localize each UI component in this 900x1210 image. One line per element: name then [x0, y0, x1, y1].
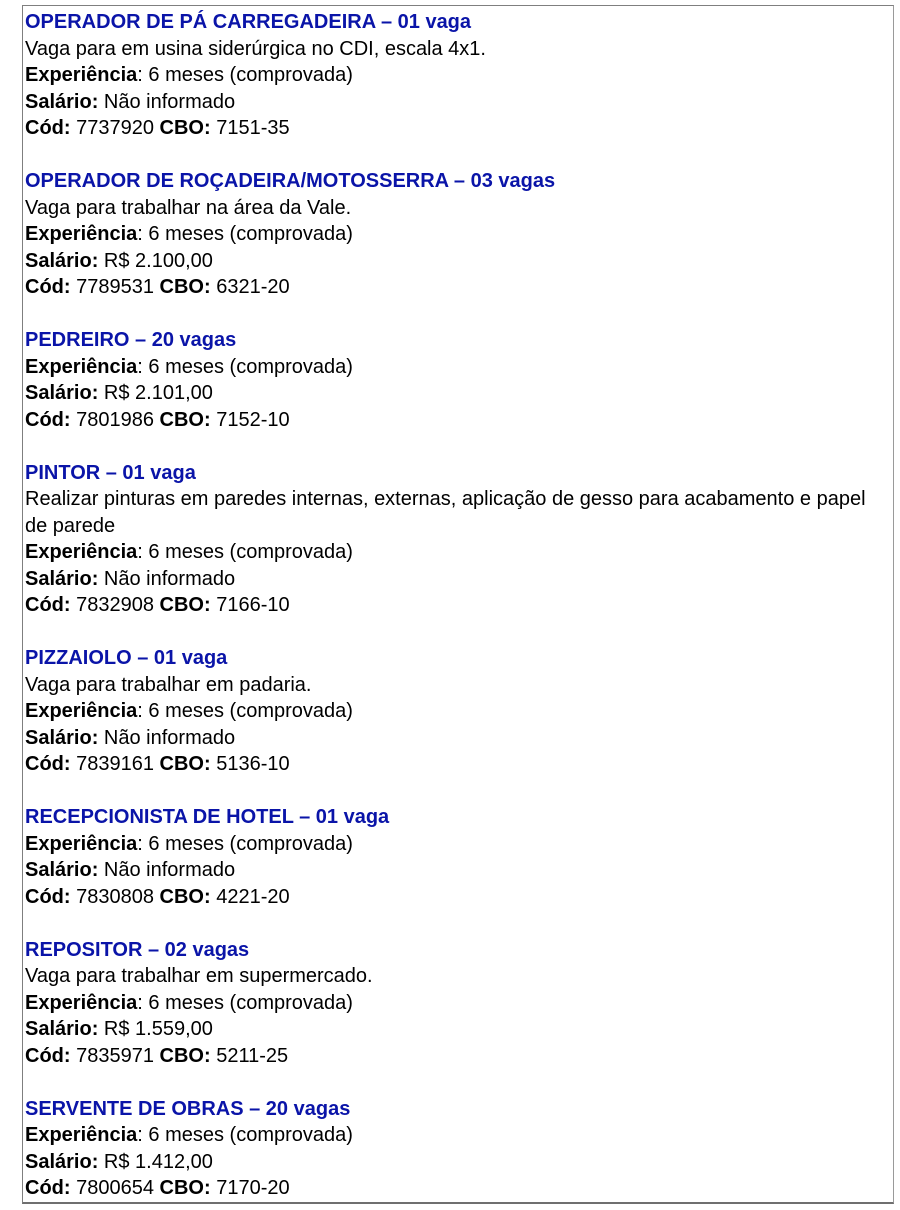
experience-label: Experiência: [25, 700, 138, 722]
cbo-value: 7170-20: [210, 1177, 290, 1199]
job-title: REPOSITOR – 02 vagas: [25, 938, 250, 961]
experience-label: Experiência: [25, 541, 138, 563]
cbo-label: CBO:: [159, 1177, 211, 1199]
salary-label: Salário:: [25, 90, 99, 113]
job-listing: [25, 937, 893, 1070]
salary-value: R$ 1.412,00: [98, 1150, 213, 1173]
salary-label: Salário:: [25, 567, 99, 590]
experience-label: Experiência: [25, 1124, 138, 1146]
job-codes: [25, 1175, 893, 1202]
job-salary: [25, 89, 893, 116]
cbo-label: CBO:: [159, 408, 211, 431]
cbo-value: 7151-35: [210, 117, 290, 139]
code-value: 7800654: [70, 1177, 160, 1199]
job-title: PINTOR – 01 vaga: [25, 461, 196, 484]
cbo-label: CBO:: [159, 753, 211, 775]
job-salary: [25, 380, 893, 407]
cbo-value: 7166-10: [210, 594, 290, 616]
salary-value: R$ 2.100,00: [98, 249, 213, 272]
job-listing: [25, 327, 893, 433]
salary-value: Não informado: [98, 90, 236, 113]
job-description: Vaga para trabalhar em padaria.: [25, 673, 312, 696]
experience-label: Experiência: [25, 223, 138, 245]
job-description: Vaga para trabalhar na área da Vale.: [25, 196, 352, 219]
experience-value: : 6 meses (comprovada): [137, 991, 353, 1014]
experience-value: : 6 meses (comprovada): [137, 541, 353, 563]
experience-value: : 6 meses (comprovada): [137, 1124, 353, 1146]
code-label: Cód:: [25, 408, 71, 431]
job-salary: [25, 1149, 893, 1176]
cbo-label: CBO:: [159, 1044, 211, 1067]
code-label: Cód:: [25, 276, 71, 298]
experience-value: : 6 meses (comprovada): [137, 223, 353, 245]
job-description: Vaga para em usina siderúrgica no CDI, escala 4x1.: [25, 37, 486, 60]
code-label: Cód:: [25, 117, 71, 139]
code-label: Cód:: [25, 753, 71, 775]
job-salary: [25, 248, 893, 275]
cbo-value: 7152-10: [210, 408, 290, 431]
job-experience: [25, 990, 893, 1017]
job-title: PEDREIRO – 20 vagas: [25, 329, 237, 351]
job-listing: [25, 804, 893, 910]
job-title: OPERADOR DE PÁ CARREGADEIRA – 01 vaga: [25, 11, 472, 33]
job-codes: [25, 884, 893, 911]
job-description: Realizar pinturas em paredes internas, externas, aplicação de gesso para acabamento e papel de parede: [25, 488, 866, 537]
salary-label: Salário:: [25, 1150, 99, 1173]
job-title: SERVENTE DE OBRAS – 20 vagas: [25, 1097, 351, 1120]
job-codes: [25, 407, 893, 434]
job-codes: [25, 592, 893, 619]
job-experience: [25, 831, 893, 858]
experience-label: Experiência: [25, 832, 138, 855]
job-experience: [25, 698, 893, 725]
job-salary: [25, 725, 893, 752]
cbo-label: CBO:: [159, 594, 211, 616]
experience-value: : 6 meses (comprovada): [137, 355, 353, 378]
job-listing: [25, 645, 893, 778]
job-experience: [25, 221, 893, 248]
job-experience: [25, 539, 893, 566]
code-label: Cód:: [25, 1044, 71, 1067]
job-title: RECEPCIONISTA DE HOTEL – 01 vaga: [25, 806, 390, 828]
salary-value: Não informado: [98, 567, 236, 590]
experience-value: : 6 meses (comprovada): [137, 64, 353, 86]
job-salary: [25, 857, 893, 884]
cbo-value: 5136-10: [210, 753, 290, 775]
job-description: Vaga para trabalhar em supermercado.: [25, 965, 373, 987]
job-listings-box: [22, 5, 894, 1204]
code-value: 7832908: [70, 594, 160, 616]
code-label: Cód:: [25, 1177, 71, 1199]
job-title: OPERADOR DE ROÇADEIRA/MOTOSSERRA – 03 vagas: [25, 170, 556, 192]
cbo-value: 4221-20: [210, 885, 290, 908]
job-listing: [25, 460, 893, 619]
job-listing: [25, 9, 893, 142]
salary-label: Salário:: [25, 859, 99, 881]
code-value: 7737920: [70, 117, 160, 139]
salary-value: Não informado: [98, 859, 236, 881]
experience-value: : 6 meses (comprovada): [137, 832, 353, 855]
job-salary: [25, 566, 893, 593]
code-label: Cód:: [25, 594, 71, 616]
job-experience: [25, 1122, 893, 1149]
code-value: 7801986: [70, 408, 160, 431]
job-experience: [25, 62, 893, 89]
salary-label: Salário:: [25, 249, 99, 272]
salary-value: R$ 2.101,00: [98, 382, 213, 404]
cbo-label: CBO:: [159, 276, 211, 298]
cbo-label: CBO:: [159, 885, 211, 908]
code-value: 7835971: [70, 1044, 160, 1067]
experience-label: Experiência: [25, 991, 138, 1014]
experience-label: Experiência: [25, 355, 138, 378]
salary-value: Não informado: [98, 726, 236, 749]
experience-value: : 6 meses (comprovada): [137, 700, 353, 722]
code-value: 7839161: [70, 753, 160, 775]
job-experience: [25, 354, 893, 381]
code-value: 7830808: [70, 885, 160, 908]
code-label: Cód:: [25, 885, 71, 908]
job-listing: [25, 168, 893, 301]
cbo-value: 6321-20: [210, 276, 290, 298]
salary-label: Salário:: [25, 726, 99, 749]
salary-label: Salário:: [25, 382, 99, 404]
cbo-value: 5211-25: [210, 1044, 289, 1067]
salary-label: Salário:: [25, 1018, 99, 1040]
job-codes: [25, 115, 893, 142]
job-codes: [25, 751, 893, 778]
job-codes: [25, 1043, 893, 1070]
job-codes: [25, 274, 893, 301]
job-title: PIZZAIOLO – 01 vaga: [25, 647, 228, 669]
cbo-label: CBO:: [159, 117, 211, 139]
salary-value: R$ 1.559,00: [98, 1018, 213, 1040]
code-value: 7789531: [70, 276, 160, 298]
experience-label: Experiência: [25, 64, 138, 86]
job-salary: [25, 1016, 893, 1043]
job-listing: [25, 1096, 893, 1202]
